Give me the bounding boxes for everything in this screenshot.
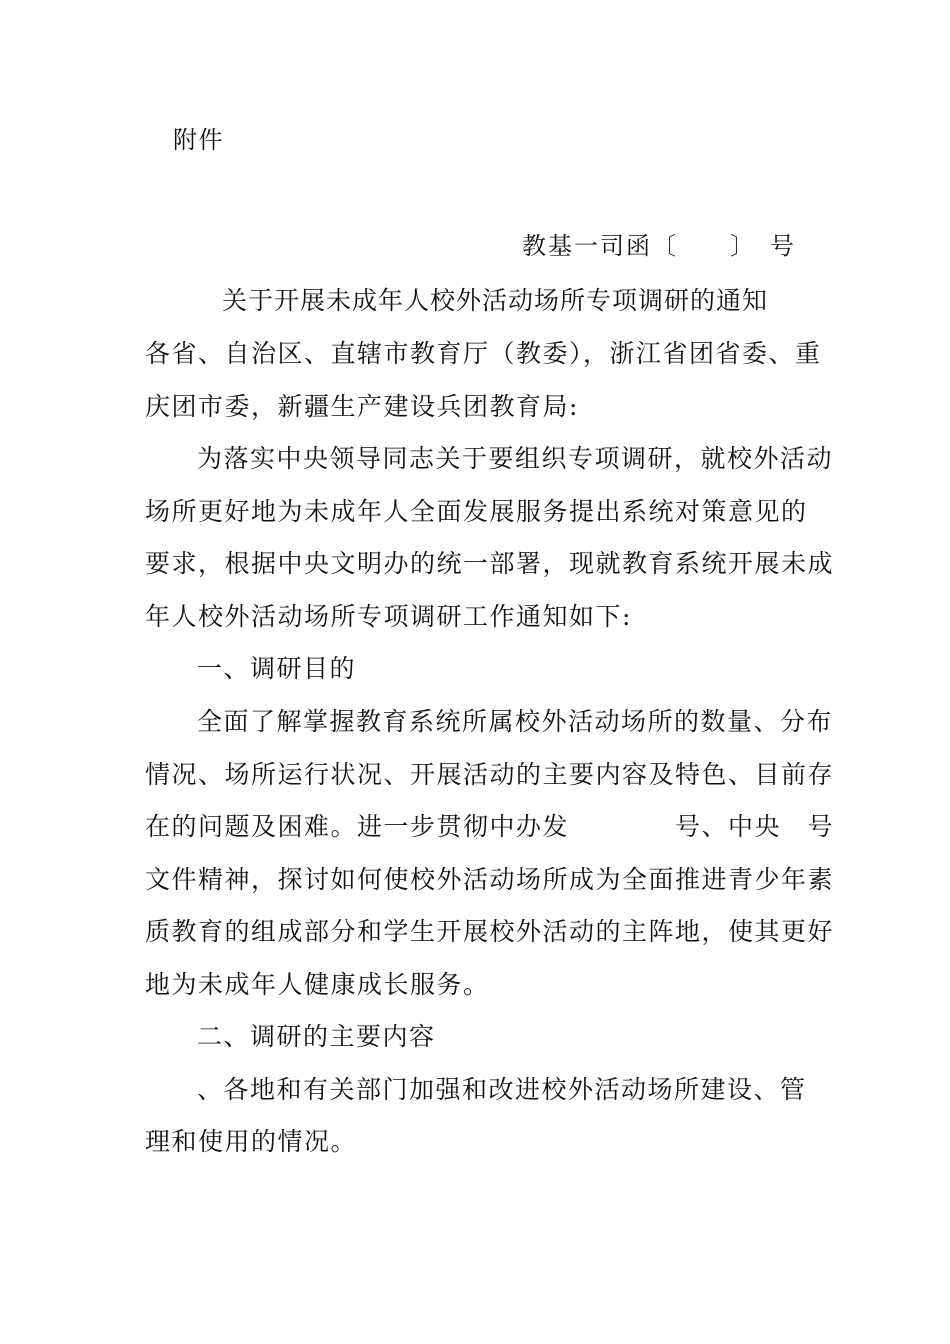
- attachment-label: 附件: [173, 126, 224, 154]
- addressee-line: 各省、自治区、直辖市教育厅（教委），浙江省团省委、重: [145, 339, 822, 368]
- document-title: 关于开展未成年人校外活动场所专项调研的通知: [222, 286, 769, 315]
- section1-paragraph-line: 地为未成年人健康成长服务。: [145, 970, 490, 999]
- section1-paragraph-line: 文件精神，探讨如何使校外活动场所成为全面推进青少年素: [145, 865, 835, 894]
- section1-paragraph-line: 情况、场所运行状况、开展活动的主要内容及特色、目前存: [145, 760, 835, 789]
- section1-paragraph-line: 全面了解掌握教育系统所属校外活动场所的数量、分布: [197, 707, 834, 736]
- intro-paragraph-line: 要求，根据中央文明办的统一部署，现就教育系统开展未成: [145, 549, 835, 578]
- section2-item-line: 理和使用的情况。: [145, 1127, 358, 1156]
- addressee-line: 庆团市委，新疆生产建设兵团教育局:: [145, 392, 579, 421]
- section2-item-line: 、各地和有关部门加强和改进校外活动场所建设、管: [197, 1075, 807, 1104]
- section1-paragraph-line: 质教育的组成部分和学生开展校外活动的主阵地，使其更好: [145, 917, 835, 946]
- intro-paragraph-line: 年人校外活动场所专项调研工作通知如下:: [145, 602, 632, 631]
- intro-paragraph-line: 场所更好地为未成年人全面发展服务提出系统对策意见的: [145, 497, 808, 526]
- intro-paragraph-line: 为落实中央领导同志关于要组织专项调研，就校外活动: [197, 444, 834, 473]
- section-heading: 一、调研目的: [197, 654, 357, 683]
- section-heading: 二、调研的主要内容: [197, 1022, 436, 1051]
- section1-paragraph-line: 在的问题及困难。进一步贯彻中办发 号、中央 号: [145, 812, 835, 841]
- document-number: 教基一司函〔 〕 号: [522, 232, 796, 260]
